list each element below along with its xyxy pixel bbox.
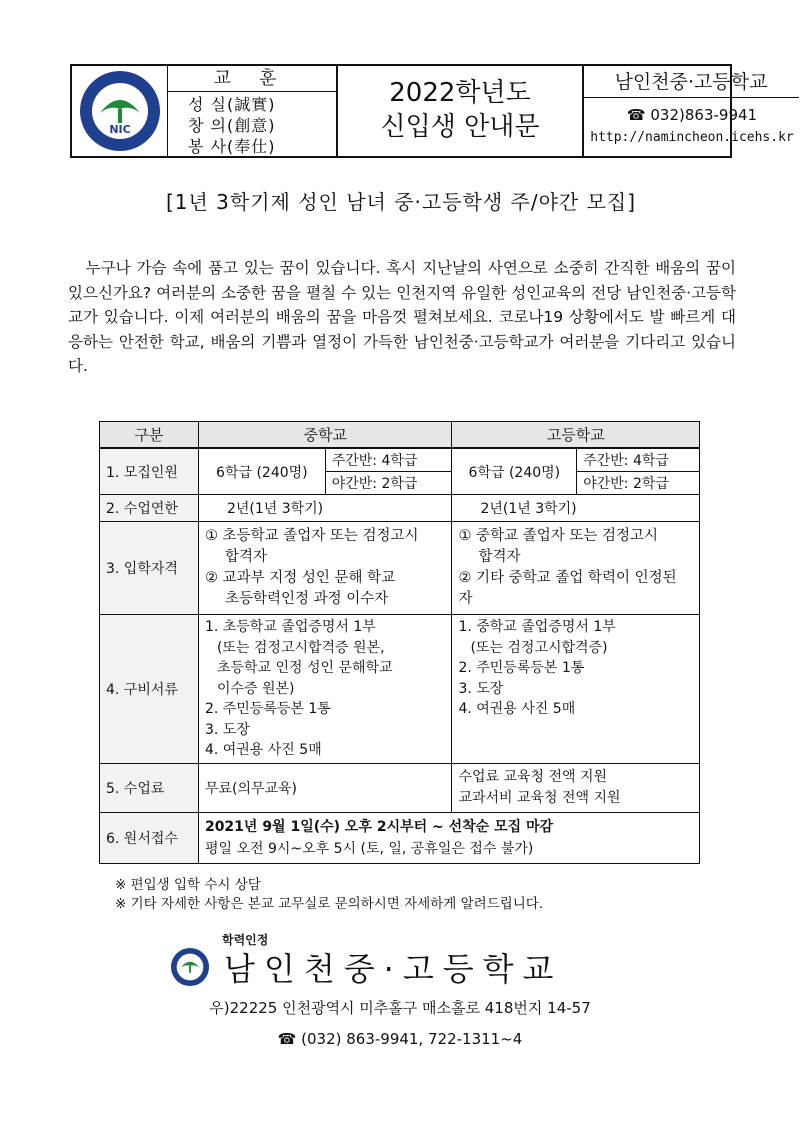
high-total: 6학급 (240명): [452, 448, 577, 495]
school-name: 남인천중·고등학교: [583, 66, 799, 98]
table-header-row: [100, 422, 700, 449]
header-high: 고등학교: [452, 422, 700, 449]
list-item: 3. 도장: [458, 680, 504, 697]
footer-school: [170, 944, 562, 990]
list-item: 교과서비 교육청 전액 지원: [458, 789, 621, 806]
row-label: 3. 입학자격: [100, 522, 199, 615]
notice-title: [338, 66, 584, 156]
list-item: 수업료 교육청 전액 지원: [458, 768, 608, 785]
motto-cell: [168, 66, 338, 156]
row-label: 2. 수업연한: [100, 495, 199, 522]
list-item: 초등학교 인정 성인 문해학교: [216, 660, 393, 676]
note-line: ※ 기타 자세한 사항은 본교 교무실로 문의하시면 자세하게 알려드립니다.: [115, 896, 544, 912]
list-item: 1. 초등학교 졸업증명서 1부: [204, 619, 376, 635]
table-row: [100, 812, 700, 863]
high-documents: [452, 615, 700, 764]
row-label: 6. 원서접수: [100, 812, 199, 863]
footer-phone: [0, 1030, 800, 1048]
motto-title: 교훈: [168, 66, 336, 92]
footer-address: 우)22225 인천광역시 미추홀구 매소홀로 418번지 14-57: [209, 999, 591, 1017]
list-item: 합격자: [224, 549, 267, 565]
phone-icon: ☎: [626, 106, 646, 124]
school-logo-cell: [72, 66, 168, 156]
intro-paragraph: [68, 256, 736, 379]
school-info-cell: [584, 66, 794, 156]
high-night: 야간반: 2학급: [577, 472, 700, 495]
middle-day: 주간반: 4학급: [325, 448, 452, 472]
list-item: (또는 검정고시합격증 원본,: [216, 639, 385, 656]
svg-text:NIC: NIC: [108, 123, 131, 136]
table-row: [100, 763, 700, 812]
list-item: 4. 여권용 사진 5매: [458, 701, 576, 717]
middle-documents: [198, 615, 452, 764]
table-row: [100, 495, 700, 522]
motto-line: 창 의(創意): [188, 116, 276, 135]
list-item: 합격자: [478, 549, 521, 565]
list-item: 1. 중학교 졸업증명서 1부: [458, 619, 616, 635]
list-item: 4. 여권용 사진 5매: [204, 742, 322, 758]
motto-line: 성 실(誠實): [188, 95, 276, 114]
footer-cert-label: 학력인정: [222, 933, 269, 947]
header-middle: 중학교: [198, 422, 452, 449]
motto-line: 봉 사(奉仕): [188, 137, 276, 156]
note-line: ※ 편입생 입학 수시 상담: [115, 877, 261, 893]
school-logo: [78, 69, 162, 153]
application-line: 2021년 9월 1일(수) 오후 2시부터 ~ 선착순 모집 마감: [204, 818, 554, 835]
list-item: 3. 도장: [204, 721, 250, 738]
middle-total: 6학급 (240명): [198, 448, 325, 495]
list-item: 2. 주민등록등본 1통: [458, 660, 585, 676]
table-row: [100, 448, 700, 472]
table-row: [100, 522, 700, 615]
school-phone: [584, 98, 800, 128]
row-label: 5. 수업료: [100, 763, 199, 812]
list-item: (또는 검정고시합격증): [470, 639, 608, 656]
list-item: ② 기타 중학교 졸업 학력이 인정된 자: [458, 570, 677, 607]
list-item: 2. 주민등록등본 1통: [204, 701, 331, 717]
middle-qualification: [198, 522, 452, 615]
application-period: [198, 812, 699, 863]
list-item: ① 초등학교 졸업자 또는 검정고시: [204, 528, 419, 544]
phone-icon: ☎: [277, 1030, 297, 1048]
header-category: 구분: [100, 422, 199, 449]
admission-table: [99, 421, 700, 864]
row-label: 4. 구비서류: [100, 615, 199, 764]
high-day: 주간반: 4학급: [577, 448, 700, 472]
list-item: 이수증 원본): [216, 680, 295, 697]
header-box: [70, 64, 794, 158]
school-logo-small: [170, 947, 210, 987]
notes: [115, 876, 543, 914]
table-row: [100, 615, 700, 764]
notice-title-main: 신입생 안내문: [380, 112, 540, 142]
high-tuition: [452, 763, 700, 812]
phone-number: 032)863-9941: [650, 106, 758, 124]
list-item: ② 교과부 지정 성인 문해 학교: [204, 570, 396, 586]
middle-tuition: 무료(의무교육): [198, 763, 452, 812]
high-duration: 2년(1년 3학기): [452, 495, 700, 522]
high-qualification: [452, 522, 700, 615]
middle-duration: 2년(1년 3학기): [198, 495, 452, 522]
middle-night: 야간반: 2학급: [325, 472, 452, 495]
school-url[interactable]: http://namincheon.icehs.kr: [590, 130, 794, 145]
footer-school-name: 남인천중·고등학교: [224, 950, 563, 988]
intro-text: 누구나 가슴 속에 품고 있는 꿈이 있습니다. 혹시 지난날의 사연으로 소중히 간직한 배움의 꿈이 있으신가요? 여러분의 소중한 꿈을 펼칠 수 있는 인천지역 유일한 성인교육의 전당 남인천중·고등학교가 있습니다. 이제 여러분의 배움의 꿈을 마음껏 펼쳐보세요. 코로나19 상황에서도 발 빠르게 대응하는 안전한 학교, 배움의 기쁨과 열정이 가득한 남인천중·고등학교가 여러분을 기다리고 있습니다.: [68, 259, 736, 375]
list-item: ① 중학교 졸업자 또는 검정고시: [458, 528, 658, 544]
list-item: 초등학력인정 과정 이수자: [224, 591, 389, 607]
footer-phone-number: (032) 863-9941, 722-1311~4: [301, 1030, 523, 1048]
headline: [1년 3학기제 성인 남녀 중·고등학생 주/야간 모집]: [165, 190, 637, 214]
notice-title-year: 2022학년도: [389, 78, 531, 108]
application-line: 평일 오전 9시~오후 5시 (토, 일, 공휴일은 접수 불가): [204, 840, 534, 857]
row-label: 1. 모집인원: [100, 448, 199, 495]
